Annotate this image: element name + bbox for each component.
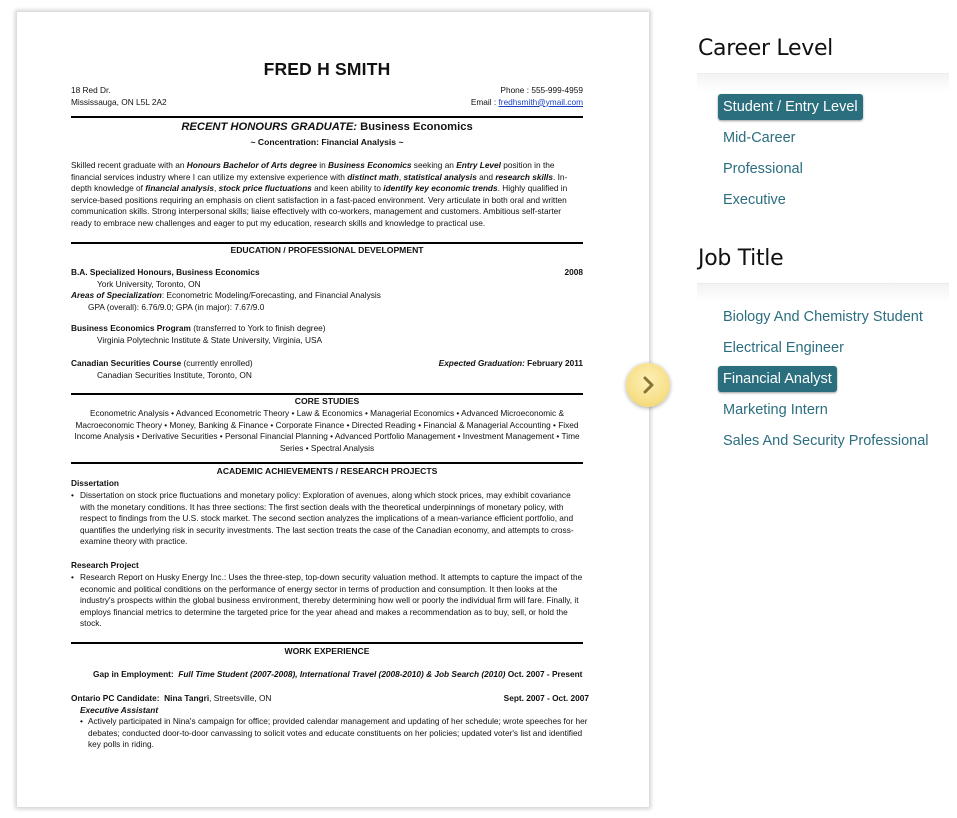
summary-text: seeking an (411, 160, 457, 170)
education-csc (71, 358, 583, 381)
job-title-option[interactable]: Electrical Engineer (723, 340, 844, 356)
summary-text: , (398, 171, 404, 182)
degree-school: York University, Toronto, ON (97, 278, 201, 289)
divider (71, 242, 583, 244)
concentration: ~ Concentration: Financial Analysis ~ (250, 137, 404, 147)
project-bullet (71, 572, 583, 630)
academic-heading: ACADEMIC ACHIEVEMENTS / RESEARCH PROJECTS (216, 466, 438, 476)
summary-text: . In-depth knowledge of (71, 171, 568, 194)
headline-italic: RECENT HONOURS GRADUATE: (181, 121, 358, 133)
education-degree (71, 267, 583, 313)
summary-emphasis-wrap (404, 172, 477, 182)
csc-grad-label: Expected Graduation: (438, 358, 525, 368)
summary-emphasis: distinct math (347, 171, 399, 182)
summary-emphasis-wrap (383, 183, 497, 193)
career-level-option[interactable]: Mid-Career (723, 130, 796, 146)
program-note: (transferred to York to finish degree) (190, 323, 326, 333)
dissertation-title (71, 478, 583, 490)
summary-emphasis-wrap (145, 183, 214, 193)
job-title-option[interactable]: Marketing Intern (723, 402, 828, 418)
csc-note: (currently enrolled) (181, 358, 253, 368)
gpa: GPA (overall): 6.76/9.0; GPA (in major): 7.67/9.0 (88, 301, 265, 312)
job-entry (71, 693, 589, 751)
summary-text: position in the financial services industry where I can utilize my extensive experience with (71, 160, 555, 182)
gap-label: Gap in Employment: (93, 669, 174, 679)
job-title-heading: Job Title (698, 246, 784, 271)
address-line-1: 18 Red Dr. (71, 85, 111, 95)
summary-emphasis-wrap (328, 160, 411, 170)
program-school: Virginia Polytechnic Institute & State University, Virginia, USA (97, 334, 323, 345)
gap-text: Full Time Student (2007-2008), International Travel (2008-2010) & Job Search (2010) (178, 669, 506, 679)
summary-emphasis: Business Economics (328, 160, 412, 170)
project-text: Research Report on Husky Energy Inc.: Uses the three-step, top-down security valuation method. It attempts to capture the impact of the economic and political conditions on the performance of energy sector in terms of production and consumption. It then looks at the industry's prospects within the global business environment, thereby determining how well or poorly the individual firm will fare. Finally, it employs financial metrics to determine the targeted price for the year ahead and makes a recommendation as to buy, sell, or hold the stock. (80, 572, 583, 629)
project-label: Research Project (71, 560, 139, 570)
resume-preview (17, 12, 649, 807)
summary-emphasis-wrap (456, 160, 501, 170)
bullet: • (71, 572, 74, 582)
bullet: • (71, 490, 74, 500)
summary-emphasis: research skills (495, 171, 553, 182)
divider (71, 116, 583, 118)
resume-headline (71, 122, 583, 134)
education-program (71, 323, 583, 346)
resume-name: FRED H SMITH (263, 59, 391, 79)
job-text: Actively participated in Nina's campaign for office; provided calendar management and updating of her schedule; wrote speeches for her debates; conducted door-to-door canvassing to solicit votes and educate constituents on her policies; updated voter's list and identified key polls in riding. (88, 716, 588, 750)
chevron-right-icon (638, 375, 658, 395)
summary-emphasis-wrap (495, 172, 553, 182)
education-heading: EDUCATION / PROFESSIONAL DEVELOPMENT (230, 245, 424, 255)
job-title-option[interactable]: Biology And Chemistry Student (723, 309, 923, 325)
dissertation-text: Dissertation on stock price fluctuations and monetary policy: Exploration of avenues, along which stock prices, may exhibit covariance with the monetary conditions. It has three sections: The first section deals with the theoretical underpinnings of monetary policy, with respect to findings from the U.S. stock market. The second section analyzes the implications of a mean-variance efficient portfolio, and quantifies the underlying risk in security investments. The last section treats the case of the Canadian economy, and attempts to cross-examine theory with practice. (80, 490, 574, 547)
summary-text: Skilled recent graduate with an (71, 160, 187, 170)
summary-emphasis: Honours Bachelor of Arts degree (186, 160, 317, 170)
job-location: , Streetsville, ON (209, 693, 272, 703)
dissertation-label: Dissertation (71, 478, 119, 488)
email-link[interactable]: fredhsmith@ymail.com (498, 96, 583, 107)
career-level-heading: Career Level (698, 36, 833, 61)
job-person: Nina Tangri (164, 693, 210, 703)
next-resume-button[interactable] (626, 363, 670, 407)
employment-gap (71, 669, 589, 681)
spec-text: : Econometric Modeling/Forecasting, and Financial Analysis (161, 290, 381, 301)
phone: Phone : 555-999-4959 (500, 85, 583, 95)
job-title-option[interactable]: Financial Analyst (718, 366, 837, 392)
csc-school: Canadian Securities Institute, Toronto, ON (97, 369, 252, 380)
resume-summary (71, 160, 583, 230)
csc-graduation (439, 358, 583, 370)
degree-name: B.A. Specialized Honours, Business Economics (71, 267, 260, 277)
summary-text: . Highly qualified in service-based positions requiring an emphasis on client satisfaction in a fast-paced environment. Very articulate in both oral and written communication skills. Strong interpersonal skills; liaise effectively with co-workers, management and customers. Ambitious self-starter ready to embrace new challenges and eager to put my education, research skills and knowledge to practical use. (71, 183, 568, 228)
headline-rest: Business Economics (360, 121, 473, 133)
divider (71, 642, 583, 644)
summary-emphasis: statistical analysis (403, 171, 477, 182)
summary-emphasis-wrap (219, 183, 312, 193)
summary-emphasis: identify key economic trends (383, 183, 498, 194)
resume-address (71, 85, 167, 108)
summary-text: and (476, 171, 496, 182)
job-title-option[interactable]: Sales And Security Professional (723, 433, 929, 449)
job-dates: Sept. 2007 - Oct. 2007 (503, 693, 589, 703)
gap-dates: Oct. 2007 - Present (505, 669, 583, 679)
summary-emphasis: stock price fluctuations (218, 183, 312, 194)
summary-emphasis-wrap (347, 172, 399, 182)
email-label: Email : (470, 96, 497, 107)
spec-label: Areas of Specialization (71, 290, 162, 301)
summary-text: and keen ability to (311, 183, 384, 194)
summary-text: in (316, 160, 329, 170)
summary-emphasis: financial analysis (145, 183, 214, 194)
job-title: Executive Assistant (80, 704, 159, 715)
divider (71, 393, 583, 395)
summary-emphasis-wrap (187, 160, 317, 170)
dissertation-bullet (71, 490, 583, 548)
program-name: Business Economics Program (71, 323, 191, 333)
summary-text: , (214, 183, 219, 194)
career-level-option[interactable]: Executive (723, 192, 786, 208)
divider (71, 462, 583, 464)
resume-contact (471, 85, 583, 108)
job-company: Ontario PC Candidate: (71, 693, 160, 703)
csc-grad-date: February 2011 (524, 358, 583, 368)
summary-emphasis: Entry Level (456, 160, 501, 170)
degree-year: 2008 (564, 267, 583, 277)
work-heading: WORK EXPERIENCE (284, 646, 370, 656)
career-level-option[interactable]: Professional (723, 161, 803, 177)
core-heading: CORE STUDIES (294, 396, 360, 406)
project-title (71, 560, 583, 572)
address-line-2: Mississauga, ON L5L 2A2 (71, 96, 167, 107)
csc-name: Canadian Securities Course (71, 358, 182, 368)
core-studies: Econometric Analysis • Advanced Econometric Theory • Law & Economics • Managerial Economics • Advanced Microeconomic & Macroeconomic Theory • Money, Banking & Finance • Corporate Finance • Directed Reading • Financial & Managerial Accounting • Fixed Income Analysis • Derivative Securities • Personal Financial Planning • Advanced Portfolio Management • Investment Management • Time Series • Spectral Analysis (74, 408, 580, 453)
bullet: • (80, 716, 83, 727)
career-level-option[interactable]: Student / Entry Level (718, 94, 863, 120)
